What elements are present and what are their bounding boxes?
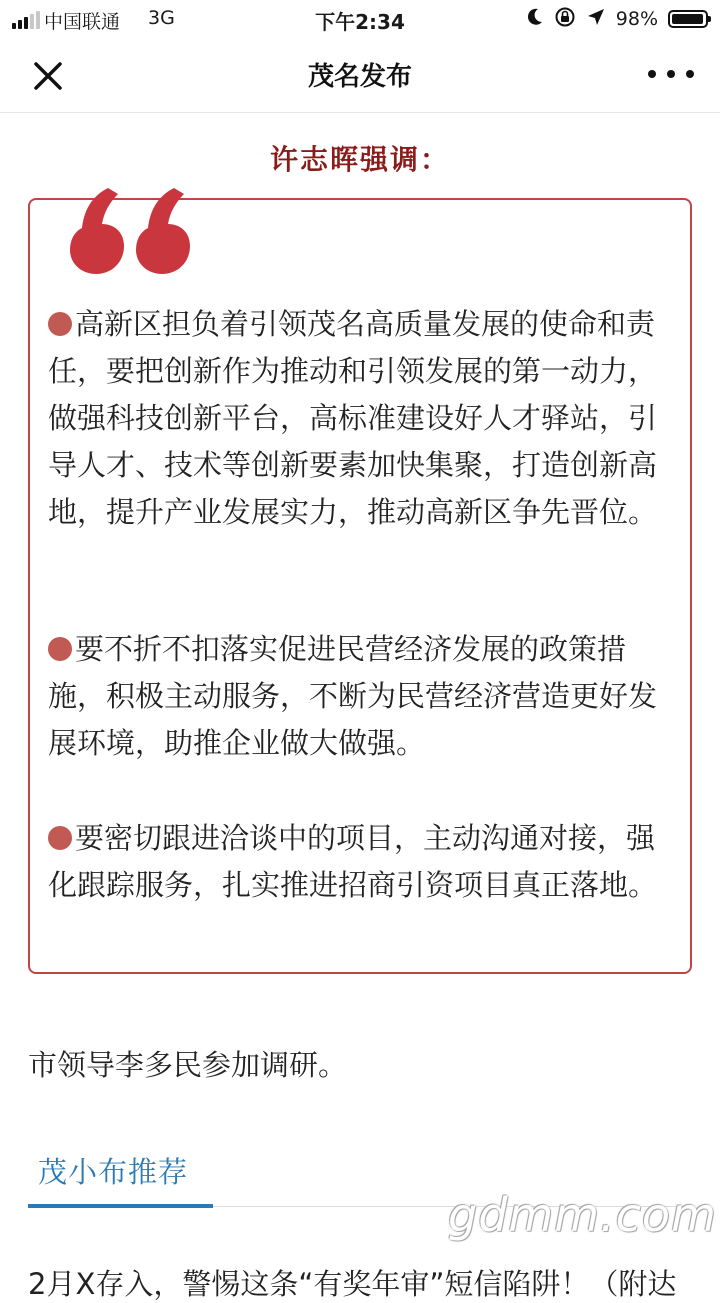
quote-box bbox=[28, 198, 692, 974]
tab-active-indicator bbox=[28, 1204, 213, 1208]
more-icon[interactable] bbox=[648, 64, 694, 84]
quote-paragraph bbox=[48, 626, 678, 767]
quote-heading: 许志晖强调： bbox=[269, 143, 450, 176]
location-arrow-icon bbox=[586, 7, 606, 31]
page-title: 茂名发布 bbox=[307, 62, 412, 92]
watermark: gdmm.com bbox=[448, 1188, 717, 1242]
orientation-lock-icon bbox=[554, 6, 576, 32]
paragraph-text: 要密切跟进洽谈中的项目，主动沟通对接，强化跟踪服务，扎实推进招商引资项目真正落地。 bbox=[48, 821, 658, 902]
bullet-dot-icon bbox=[48, 312, 72, 336]
bullet-dot-icon bbox=[48, 826, 72, 850]
bullet-dot-icon bbox=[48, 637, 72, 661]
moon-icon bbox=[526, 7, 544, 31]
status-bar bbox=[0, 0, 720, 38]
network-type: 3G bbox=[148, 7, 175, 29]
tab-recommend[interactable]: 茂小布推荐 bbox=[38, 1155, 189, 1189]
paragraph-text: 要不折不扣落实促进民营经济发展的政策措施，积极主动服务，不断为民营经济营造更好发展环境，助推企业做大做强。 bbox=[48, 632, 658, 760]
status-time: 下午2:34 bbox=[315, 10, 405, 34]
battery-level-fill bbox=[672, 14, 703, 24]
navigation-bar bbox=[0, 38, 720, 113]
paragraph-text: 高新区担负着引领茂名高质量发展的使命和责任，要把创新作为推动和引领发展的第一动力，做强科技创新平台，高标准建设好人才驿站，引导人才、技术等创新要素加快集聚，打造创新高地，提升产业发展实力，推动高新区争先晋位。 bbox=[48, 307, 658, 529]
article-closing-text: 市领导李多民参加调研。 bbox=[28, 1048, 348, 1082]
list-item[interactable]: 2月X存入，警惕这条“有奖年审”短信陷阱！（附达 bbox=[28, 1267, 677, 1301]
battery-icon bbox=[668, 10, 708, 28]
quote-paragraph bbox=[48, 301, 678, 536]
carrier-name: 中国联通 bbox=[44, 11, 121, 33]
quote-paragraph bbox=[48, 815, 678, 909]
battery-percent: 98% bbox=[615, 8, 658, 30]
quote-mark-icon bbox=[70, 186, 200, 280]
